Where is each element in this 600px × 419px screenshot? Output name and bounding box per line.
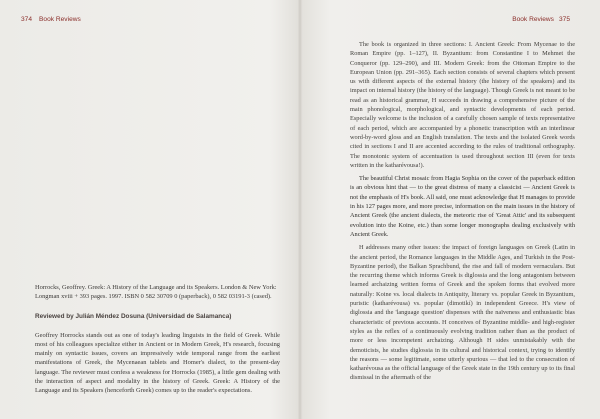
left-paragraph: Geoffrey Horrocks stands out as one of today's leading linguists in the field of Greek. While most of his colleagues specialize either in Ancient or in Modern Greek, H's research, focusing mainly on syntactic issues, covers an impressively wide temporal range from the earliest manifestations of Greek, the Mycenaean tablets and Homer's dialect, to the present-day language. The reviewer must confess a weakness for Horrocks (1985), a little gem dealing with the interaction of aspect and modality in the history of Greek. Greek: A History of the Language and its Speakers (henceforth Greek) comes up to the reader's expectations. [35,331,280,395]
left-running-header [21,16,81,23]
right-header-title: Book Reviews [512,16,554,23]
right-body [350,40,575,383]
right-paragraph-3: H addresses many other issues: the impact of foreign languages on Greek (Latin in the ancient period, the Romance languages in the Middle Ages, and Turkish in the Post-Byzantine period), the Balkan Sprachbund, the rise and fall of modern vernaculars. But the recurring theme which informs Greek is diglossia and the long antagonism between learned archaizing written forms of Greek and the spoken forms that evolved more naturally: Koine vs. local dialects in Antiquity, literary vs. popular Greek in Byzantium, puristic (katharévousa) vs. popular (dimotikí) in independent Greece. H's view of diglossia and the 'language question' dispenses with the naïveness and enthusiastic bias characteristic of previous accounts. H conceives of Byzantine middle- and high-register styles as the reflex of a continuously evolving tradition rather than as the product of more or less incompetent archaizing. Although H sides unmistakably with the demoticists, he studies diglossia in its cultural and historical context, trying to identify the reasons — some legitimate, some utterly spurious — that led to the consecration of katharévousa as the official language of the Greek state in the 19th century up to its final dismissal in the aftermath of the [350,244,575,382]
right-paragraph-2: The beautiful Christ mosaic from Hagia Sophia on the cover of the paperback edition is an obvious hint that — to the great distress of many a classicist — Ancient Greek is not the emphasis of H's book. All said, one must acknowledge that H manages to provide in his 127 pages more, and more precise, information on the main issues in the history of Ancient Greek (the ancient dialects, the meteoric rise of 'Great Attic' and its subsequent evolution into the Koine, etc.) than some longer monographs dealing exclusively with Ancient Greek. [350,175,575,238]
left-page-number: 374 [21,16,33,23]
right-page [300,0,600,419]
right-page-number: 375 [558,16,570,23]
reviewer-line: Reviewed by Julián Méndez Dosuna (Universidad de Salamanca) [35,312,232,320]
right-paragraph-1: The book is organized in three sections: I. Ancient Greek: From Mycenae to the Roman Empire (pp. 1–127), II. Byzantium: from Constantine I to Mehmet the Conqueror (pp. 129–290), and III. Modern Greek: from the Ottoman Empire to the European Union (pp. 291–365). Each section consists of several chapters which present us with different aspects of the external history (the history of the speakers) and its impact on internal history (the history of the language). Though Greek is not meant to be read as an historical grammar, H succeeds in drawing a comprehensive picture of the main phonological, morphological, and syntactic developments of each period. Especially welcome is the inclusion of a carefully chosen sample of texts representative of each period, which are accompanied by a phonetic transcription with an interlinear word-by-word gloss and an English translation. The texts and the isolated Greek words cited in sections I and II are accented according to the rules of traditional orthography. The monotonic system of accentuation is used throughout section III (even for texts written in the katharévousa!). [350,41,575,169]
book-citation: Horrocks, Geoffrey. Greek: A History of the Language and its Speakers. London & New York: Longman xviii + 393 pages. 1997. ISBN 0 582 30709 0 (paperback), 0 582 03191-3 (cased). [35,284,277,301]
review-intro [35,283,280,396]
right-running-header [512,16,570,23]
left-header-title: Book Reviews [39,16,81,23]
